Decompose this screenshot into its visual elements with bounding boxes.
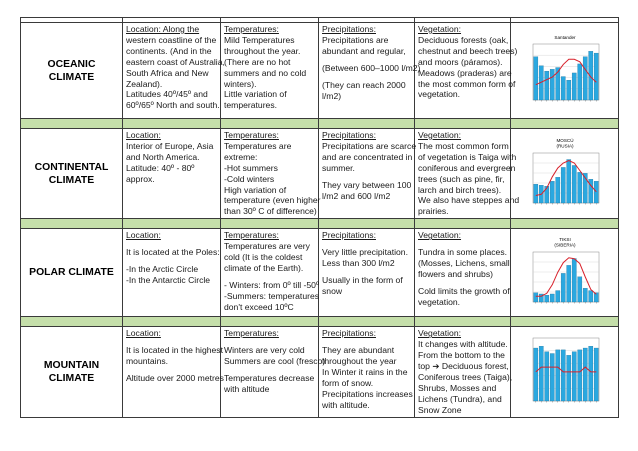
climate-table — [20, 17, 619, 418]
precipitations-line: Precipitations: — [322, 24, 376, 34]
location-line: western coastline of the — [126, 34, 217, 45]
separator-cell — [319, 219, 415, 229]
precip-bar — [594, 53, 598, 100]
climograph — [521, 236, 609, 310]
temperatures-line: -Hot summers — [224, 162, 278, 173]
precip-bar — [566, 355, 570, 401]
vegetation-line: larch and birch trees). — [418, 184, 502, 195]
temperatures-cell — [221, 129, 319, 219]
precip-bar — [533, 293, 537, 302]
location-line: Location: — [126, 328, 161, 339]
location-line: -In the Antarctic Circle — [126, 274, 211, 285]
precipitations-line: Precipitations: — [322, 130, 376, 140]
precipitations-line: They vary between 100 — [322, 179, 412, 190]
precip-bar — [550, 69, 554, 100]
climograph-cell — [511, 129, 619, 219]
climograph-cell — [511, 23, 619, 119]
precip-bar — [555, 350, 559, 401]
location-line: Location: Along the — [126, 24, 200, 34]
temperatures-line: Winters are very cold — [224, 345, 305, 356]
location-line: It is located in the highest — [126, 345, 223, 356]
separator-row — [21, 119, 619, 129]
location-line: Latitudes 40º/45º and — [126, 89, 208, 100]
precipitations-line: abundant and regular, — [322, 45, 406, 56]
precip-bar — [577, 172, 581, 203]
location-cell — [123, 23, 225, 119]
precip-bar — [583, 288, 587, 302]
precipitations-line: They are abundant — [322, 345, 395, 356]
location-cell — [123, 129, 221, 219]
separator-row — [21, 219, 619, 229]
precip-bar — [533, 348, 537, 401]
precip-bar — [572, 352, 576, 401]
precip-bar — [588, 290, 592, 301]
location-line: -In the Arctic Circle — [126, 264, 199, 275]
precip-bar — [561, 273, 565, 302]
precip-bar — [533, 56, 537, 99]
precipitations-line: and are concentrated in — [322, 151, 413, 162]
precipitations-line: l/m2 and 600 l/m2 — [322, 190, 391, 201]
precipitations-line: In Winter it rains in the — [322, 366, 408, 377]
precipitations-cell — [319, 129, 415, 219]
location-line: Interior of Europe, Asia — [126, 140, 214, 151]
temperatures-line: Temperatures decrease — [224, 372, 315, 383]
vegetation-cell — [415, 23, 518, 119]
location-line: approx. — [126, 173, 155, 184]
precipitations-cell — [319, 327, 415, 417]
precipitations-line: l/m2) — [322, 90, 342, 101]
location-line: mountains. — [126, 356, 169, 367]
vegetation-line: Shrubs, Mosses and — [418, 382, 497, 393]
temperatures-line: Summers are cool (fresco) — [224, 356, 326, 367]
separator-cell — [123, 317, 221, 327]
climate-row — [21, 129, 619, 219]
temperatures-line: High variation of — [224, 184, 287, 195]
temperatures-line: cold (It is the coldest — [224, 252, 303, 263]
climate-name: POLAR CLIMATE — [29, 267, 114, 279]
temperatures-line: Temperatures: — [224, 328, 279, 339]
separator-cell — [511, 317, 619, 327]
climate-name-cell — [21, 327, 123, 417]
vegetation-line: Lichens (Tundra), and — [418, 393, 502, 404]
temperatures-line: throughout the year. — [224, 45, 301, 56]
vegetation-line: Deciduous forests (oak, — [418, 34, 509, 45]
temperatures-line: climate of the Earth). — [224, 262, 304, 273]
temperatures-line: Temperatures: — [224, 230, 279, 241]
location-line: It is located at the Poles: — [126, 247, 220, 258]
temperatures-line: Little variation of — [224, 89, 287, 100]
precipitations-line: snow — [322, 285, 343, 296]
precip-bar — [566, 80, 570, 100]
climate-name: CLIMATE — [48, 174, 95, 186]
temperatures-line: temperature (even higher — [224, 195, 321, 206]
precipitations-line: Precipitations are — [322, 34, 389, 45]
vegetation-line: Coniferous trees (Taiga), — [418, 371, 513, 382]
precipitations-line: summer. — [322, 162, 355, 173]
vegetation-line: vegetation. — [418, 296, 461, 307]
precip-bar — [550, 294, 554, 302]
vegetation-line: and moors (páramos). — [418, 56, 503, 67]
precipitations-line: (Between 600–1000 l/m2) — [322, 62, 421, 73]
vegetation-line: Vegetation: — [418, 130, 462, 140]
location-line: 60º/65º North and south. — [126, 100, 220, 111]
climograph — [521, 34, 609, 108]
vegetation-line: trees (such as pine, fir, — [418, 173, 505, 184]
climate-name: OCEANIC CLIMATE — [47, 58, 96, 83]
precip-bar — [544, 352, 548, 401]
climate-row — [21, 327, 619, 417]
climograph — [521, 335, 609, 409]
vegetation-line: Snow Zone — [418, 404, 462, 415]
climate-name: CONTINENTAL — [34, 161, 109, 173]
separator-cell — [221, 219, 319, 229]
vegetation-line: flowers and shrubs) — [418, 268, 493, 279]
vegetation-line: prairies. — [418, 206, 449, 217]
vegetation-line: (Mosses, Lichens, small — [418, 258, 510, 269]
temperatures-cell — [221, 229, 319, 317]
temperatures-line: Temperatures: — [224, 24, 279, 34]
separator-cell — [221, 119, 319, 129]
precip-bar — [583, 56, 587, 99]
separator-cell — [415, 119, 511, 129]
precipitations-line: (They can reach 2000 — [322, 79, 406, 90]
temperatures-line: Mild Temperatures — [224, 34, 295, 45]
location-line: continents. (And in the — [126, 45, 212, 56]
temperatures-line: -Summers: temperatures — [224, 290, 320, 301]
vegetation-cell — [415, 327, 511, 417]
temperatures-line: don't exceed 10ºC — [224, 301, 294, 312]
precip-bar — [572, 165, 576, 203]
climate-row — [21, 229, 619, 317]
precipitations-line: with altitude. — [322, 399, 370, 410]
separator-cell — [123, 219, 221, 229]
temperatures-line: than 30º C of difference) — [224, 206, 317, 217]
temperatures-line: Temperatures: — [224, 130, 279, 140]
climograph-cell — [511, 327, 619, 417]
climograph-cell — [511, 229, 619, 317]
temperatures-line: winters). — [224, 78, 257, 89]
climograph-title: (SIBERIA) — [553, 242, 576, 248]
climograph-title: Santander — [553, 34, 576, 40]
vegetation-line: It changes with altitude. — [418, 339, 508, 350]
location-line: Location: — [126, 130, 161, 140]
precipitations-line: form of snow. — [322, 377, 374, 388]
separator-cell — [221, 317, 319, 327]
climate-name-cell — [21, 229, 123, 317]
location-line: eastern coast of Australia, — [126, 56, 225, 67]
location-line: Location: — [126, 230, 161, 241]
precip-bar — [550, 181, 554, 203]
precipitations-line: Precipitations: — [322, 328, 376, 339]
vegetation-line: Vegetation: — [418, 230, 462, 241]
vegetation-line: of vegetation is Taiga with — [418, 151, 517, 162]
precip-bar — [561, 76, 565, 99]
vegetation-line: top ➔ Deciduous forest, — [418, 360, 509, 371]
precipitations-line: Less than 300 l/m2 — [322, 258, 395, 269]
climate-row — [21, 23, 619, 119]
precip-bar — [555, 290, 559, 301]
temperatures-line: with altitude — [224, 383, 270, 394]
separator-cell — [511, 119, 619, 129]
separator-cell — [21, 317, 123, 327]
vegetation-line: Vegetation: — [418, 24, 462, 34]
precip-bar — [533, 184, 537, 203]
climograph-title: (RUSIA) — [555, 143, 574, 149]
precip-bar — [550, 353, 554, 400]
precip-bar — [577, 350, 581, 401]
vegetation-cell — [415, 229, 511, 317]
precip-bar — [555, 177, 559, 203]
separator-cell — [319, 119, 415, 129]
precipitations-line: Precipitations increases — [322, 388, 413, 399]
precipitations-cell — [319, 229, 415, 317]
temperatures-line: extreme: — [224, 151, 258, 162]
location-line: and North America. — [126, 151, 200, 162]
location-line: South Africa and New — [126, 67, 209, 78]
climate-name-cell — [21, 129, 123, 219]
location-cell — [123, 327, 224, 417]
separator-cell — [123, 119, 221, 129]
vegetation-line: vegetation. — [418, 89, 461, 100]
vegetation-line: Vegetation: — [418, 328, 462, 339]
separator-cell — [319, 317, 415, 327]
climate-name-cell — [21, 23, 123, 119]
climograph — [521, 137, 609, 211]
precip-bar — [588, 346, 592, 401]
precipitations-line: Precipitations: — [322, 230, 376, 241]
precip-bar — [566, 159, 570, 202]
precip-bar — [572, 72, 576, 99]
precip-bar — [594, 348, 598, 401]
precipitations-line: throughout the year — [322, 356, 397, 367]
temperatures-line: temperatures. — [224, 100, 278, 111]
precip-bar — [544, 71, 548, 100]
vegetation-line: chestnut and beech trees) — [418, 45, 518, 56]
location-cell — [123, 229, 221, 317]
precipitations-line: Precipitations are scarce — [322, 140, 417, 151]
climograph-title: TIKSI — [558, 236, 571, 242]
vegetation-line: The most common form — [418, 140, 509, 151]
separator-cell — [415, 219, 511, 229]
temperatures-cell — [221, 23, 319, 119]
separator-cell — [415, 317, 511, 327]
vegetation-line: We also have steppes and — [418, 195, 520, 206]
climate-name: MOUNTAIN — [43, 359, 100, 371]
precip-bar — [572, 258, 576, 301]
vegetation-line: coniferous and evergreen — [418, 162, 516, 173]
precip-bar — [577, 63, 581, 99]
precipitations-cell — [319, 23, 421, 119]
separator-cell — [511, 219, 619, 229]
temperatures-line: Temperatures are very — [224, 241, 310, 252]
separator-row — [21, 317, 619, 327]
vegetation-line: Cold limits the growth of — [418, 285, 510, 296]
temperatures-line: Temperatures are — [224, 140, 292, 151]
vegetation-line: Meadows (praderas) are — [418, 67, 512, 78]
vegetation-line: the most common form of — [418, 78, 516, 89]
climate-name: CLIMATE — [48, 372, 95, 384]
precip-bar — [561, 350, 565, 401]
precip-bar — [544, 295, 548, 302]
precipitations-line: Usually in the form of — [322, 274, 403, 285]
precip-bar — [561, 167, 565, 203]
precip-bar — [539, 346, 543, 401]
precipitations-line: Very little precipitation. — [322, 247, 408, 258]
temperatures-line: summers and no cold — [224, 67, 307, 78]
location-line: Latitude: 40º - 80º — [126, 162, 195, 173]
temperatures-line: (There are no hot — [224, 56, 291, 67]
separator-cell — [21, 219, 123, 229]
precip-bar — [566, 265, 570, 302]
temperatures-line: -Cold winters — [224, 173, 275, 184]
temperatures-cell — [221, 327, 326, 417]
vegetation-line: From the bottom to the — [418, 350, 505, 361]
vegetation-cell — [415, 129, 520, 219]
precip-bar — [577, 277, 581, 302]
location-line: Altitude over 2000 metres — [126, 372, 224, 383]
location-line: Zealand). — [126, 78, 163, 89]
precip-bar — [583, 348, 587, 401]
separator-cell — [21, 119, 123, 129]
temperatures-line: - Winters: from 0º till -50º — [224, 279, 320, 290]
climate-table-page — [20, 17, 618, 418]
vegetation-line: Tundra in some places. — [418, 247, 508, 258]
precip-bar — [594, 181, 598, 203]
climograph-title: MOSCÚ — [555, 137, 574, 143]
